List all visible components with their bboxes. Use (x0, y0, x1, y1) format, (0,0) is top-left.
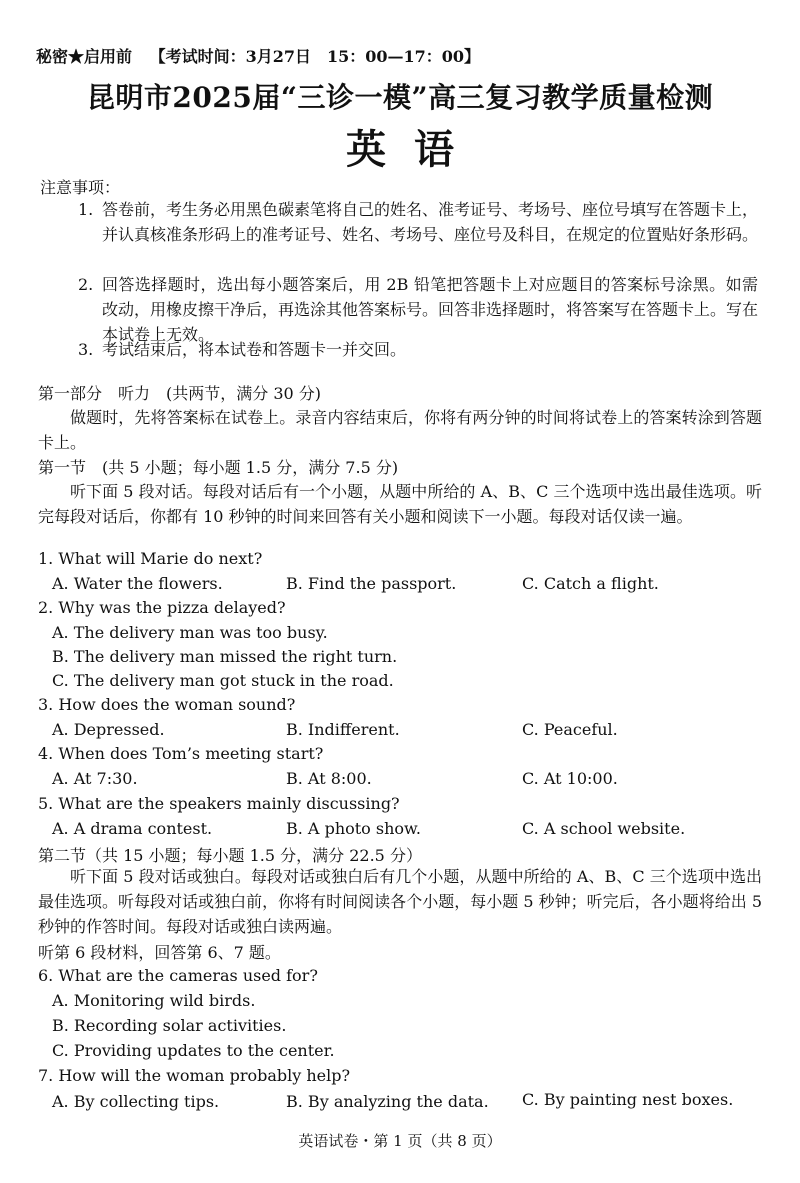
question-4: 4. When does Tom’s meeting start? (38, 744, 324, 763)
notice-item (78, 272, 758, 347)
question-6-option-c: C. Providing updates to the center. (52, 1041, 335, 1060)
page-header (36, 44, 480, 67)
question-3-option-b: B. Indifferent. (286, 720, 400, 739)
exam-time: 【考试时间：3月27日 15：00—17：00】 (149, 47, 481, 66)
question-5: 5. What are the speakers mainly discussing? (38, 794, 400, 813)
question-3: 3. How does the woman sound? (38, 695, 296, 714)
question-2-option-c: C. The delivery man got stuck in the road. (52, 671, 394, 690)
question-1-option-b: B. Find the passport. (286, 574, 457, 593)
question-5-option-a: A. A drama contest. (52, 819, 213, 838)
question-2-option-b: B. The delivery man missed the right turn. (52, 647, 398, 666)
notice-item (78, 197, 758, 247)
notice-item-number: 3. (78, 340, 94, 359)
question-1-option-c: C. Catch a flight. (522, 574, 659, 593)
question-6: 6. What are the cameras used for? (38, 966, 318, 985)
question-7-option-c: C. By painting nest boxes. (522, 1090, 734, 1109)
page-footer: 英语试卷・第 1 页（共 8 页） (298, 1132, 502, 1150)
question-6-option-b: B. Recording solar activities. (52, 1016, 287, 1035)
question-2: 2. Why was the pizza delayed? (38, 598, 286, 617)
question-7: 7. How will the woman probably help? (38, 1066, 351, 1085)
notice-item-text: 答卷前，考生务必用黑色碳素笔将自己的姓名、准考证号、考场号、座位号填写在答题卡上，并认真核准条形码上的准考证号、姓名、考场号、座位号及科目，在规定的位置贴好条形码。 (102, 200, 759, 244)
subject-title: 英语 (346, 126, 482, 173)
question-7-option-b: B. By analyzing the data. (286, 1092, 489, 1111)
question-3-option-a: A. Depressed. (52, 720, 165, 739)
notice-item-text: 回答选择题时，选出每小题答案后，用 2B 铅笔把答题卡上对应题目的答案标号涂黑。如需改动，用橡皮擦干净后，再选涂其他答案标号。回答非选择题时，将答案写在答题卡上。写在本试卷上无效。 (102, 275, 759, 344)
part1-heading: 第一部分 听力 (共两节，满分 30 分) (38, 384, 322, 403)
notice-item (78, 337, 758, 362)
part1-instruction: 做题时，先将答案标在试卷上。录音内容结束后，你将有两分钟的时间将试卷上的答案转涂到答题卡上。 (38, 408, 762, 452)
question-3-option-c: C. Peaceful. (522, 720, 618, 739)
secret-label: 秘密★启用前 (36, 47, 133, 66)
section2-heading: 第二节（共 15 小题；每小题 1.5 分，满分 22.5 分） (38, 846, 422, 865)
material-6-heading: 听第 6 段材料，回答第 6、7 题。 (38, 943, 281, 962)
question-1: 1. What will Marie do next? (38, 549, 263, 568)
notice-item-number: 2. (78, 275, 94, 294)
question-6-option-a: A. Monitoring wild birds. (52, 991, 256, 1010)
question-5-option-c: C. A school website. (522, 819, 686, 838)
question-4-option-c: C. At 10:00. (522, 769, 618, 788)
question-4-option-a: A. At 7:30. (52, 769, 138, 788)
question-5-option-b: B. A photo show. (286, 819, 421, 838)
notice-item-text: 考试结束后，将本试卷和答题卡一并交回。 (102, 340, 407, 359)
question-7-option-a: A. By collecting tips. (52, 1092, 220, 1111)
section2-instruction: 听下面 5 段对话或独白。每段对话或独白后有几个小题，从题中所给的 A、B、C 三个选项中选出最佳选项。听每段对话或独白前，你将有时间阅读各个小题，每小题 5 秒钟；听完后，各小题将给出 5 秒钟的作答时间。每段对话或独白读两遍。 (38, 867, 762, 936)
question-4-option-b: B. At 8:00. (286, 769, 372, 788)
section1-instruction: 听下面 5 段对话。每段对话后有一个小题，从题中所给的 A、B、C 三个选项中选出最佳选项。听完每段对话后，你都有 10 秒钟的时间来回答有关小题和阅读下一小题。每段对话仅读一遍。 (38, 482, 762, 526)
question-1-option-a: A. Water the flowers. (52, 574, 223, 593)
section1-heading: 第一节 (共 5 小题；每小题 1.5 分，满分 7.5 分) (38, 458, 399, 477)
notice-heading: 注意事项： (40, 178, 121, 197)
question-2-option-a: A. The delivery man was too busy. (52, 623, 328, 642)
exam-title: 昆明市2025届“三诊一模”高三复习教学质量检测 (86, 81, 714, 114)
notice-item-number: 1. (78, 200, 94, 219)
